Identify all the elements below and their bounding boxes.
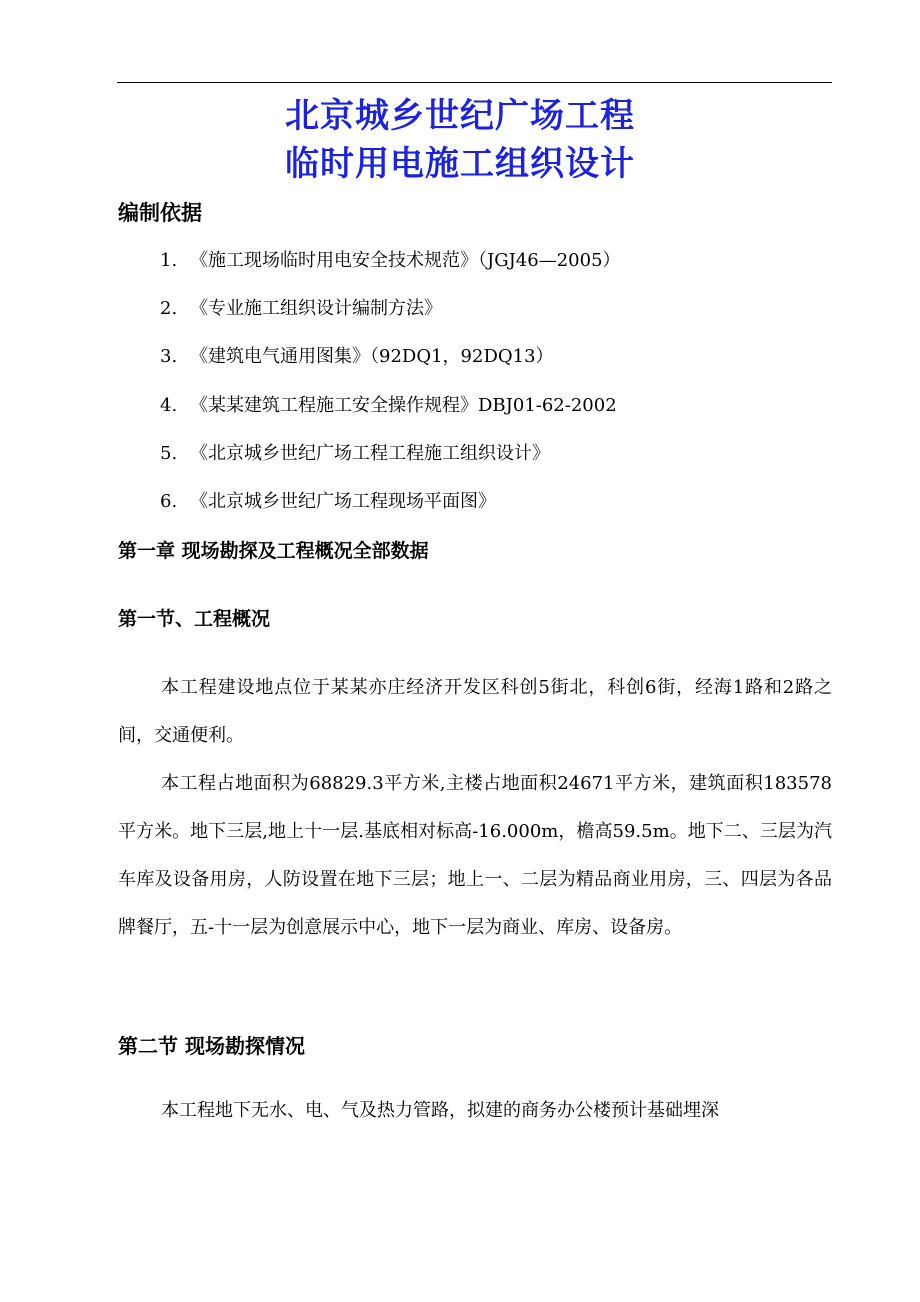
body-paragraph: 本工程建设地点位于某某亦庄经济开发区科创5街北，科创6街，经海1路和2路之间，交通便利。 <box>118 677 832 746</box>
reference-number: 1. <box>160 250 178 271</box>
reference-item <box>160 441 550 467</box>
reference-item <box>160 489 496 515</box>
reference-text: 《北京城乡世纪广场工程现场平面图》 <box>190 491 496 512</box>
reference-text: 《北京城乡世纪广场工程工程施工组织设计》 <box>190 443 550 464</box>
reference-text: 《某某建筑工程施工安全操作规程》DBJ01-62-2002 <box>190 395 617 416</box>
body-paragraph: 本工程占地面积为68829.3平方米,主楼占地面积24671平方米，建筑面积183578平方米。地下三层,地上十一层.基底相对标高-16.000m，檐高59.5m。地下二、三层为汽车库及设备用房，人防设置在地下三层；地上一、二层为精品商业用房，三、四层为各品牌餐厅，五-十一层为创意展示中心，地下一层为商业、库房、设备房。 <box>118 773 832 938</box>
reference-item <box>160 344 554 370</box>
section-heading: 第一节、工程概况 <box>118 608 271 630</box>
reference-number: 2. <box>160 298 178 319</box>
document-title-line1: 北京城乡世纪广场工程 <box>285 96 635 136</box>
reference-item <box>160 393 617 419</box>
chapter-heading: 第一章 现场勘探及工程概况全部数据 <box>118 540 429 562</box>
reference-number: 6. <box>160 491 178 512</box>
reference-text: 《施工现场临时用电安全技术规范》（JGJ46—2005） <box>190 250 621 271</box>
header-rule <box>117 82 832 83</box>
body-paragraph: 本工程地下无水、电、气及热力管路，拟建的商务办公楼预计基础埋深 <box>161 1100 719 1121</box>
section-heading: 第二节 现场勘探情况 <box>118 1034 305 1058</box>
reference-number: 4. <box>160 395 178 416</box>
reference-number: 3. <box>160 346 178 367</box>
reference-item <box>160 248 621 274</box>
reference-number: 5. <box>160 443 178 464</box>
document-title-line2: 临时用电施工组织设计 <box>285 144 635 184</box>
reference-item <box>160 296 442 322</box>
reference-text: 《建筑电气通用图集》（92DQ1，92DQ13） <box>190 346 554 367</box>
reference-text: 《专业施工组织设计编制方法》 <box>190 298 442 319</box>
basis-heading: 编制依据 <box>118 201 202 225</box>
